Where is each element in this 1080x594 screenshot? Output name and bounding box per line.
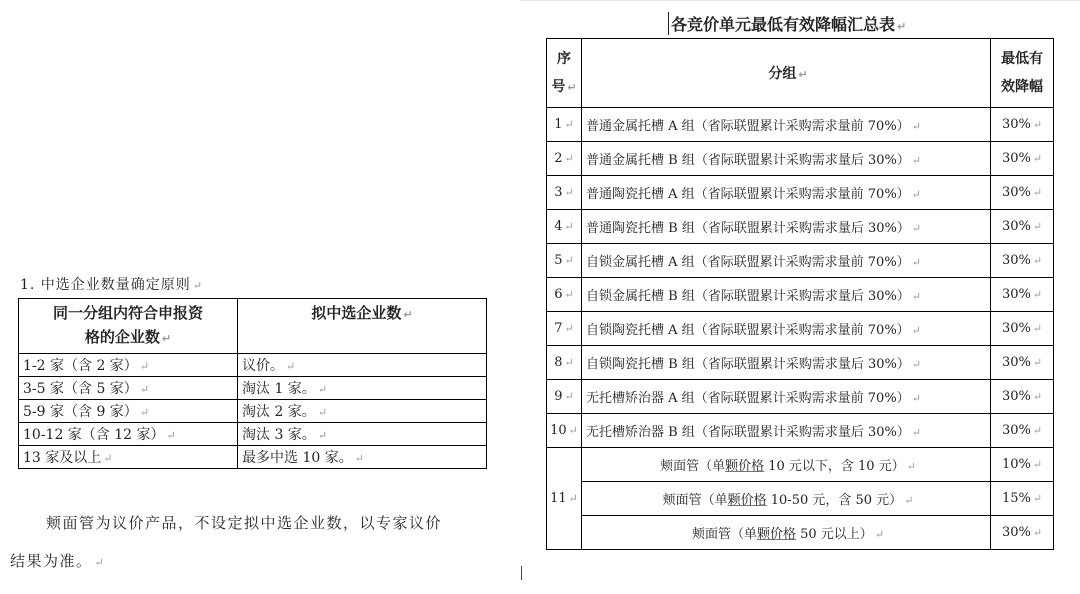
text-cursor <box>521 566 522 580</box>
table-header-row <box>19 299 487 354</box>
table-row-11b: 颊面管（单颗价格 10-50 元，含 50 元） ↵ 15% ↵ <box>547 482 1054 516</box>
header-group: 分组 ↵ <box>582 39 991 108</box>
underlined-text: 颗价格 <box>727 493 767 508</box>
table-row: 1 ↵ 普通金属托槽 A 组（省际联盟累计采购需求量前 70%） ↵ 30% ↵ <box>547 108 1054 142</box>
table-row: 10-12 家（含 12 家） ↵ 淘汰 3 家。 ↵ <box>19 423 487 446</box>
underlined-text: 颗价格 <box>725 459 765 474</box>
table-row: 3 ↵ 普通陶瓷托槽 A 组（省际联盟累计采购需求量前 70%） ↵ 30% ↵ <box>547 176 1054 210</box>
table-row: 1-2 家（含 2 家） ↵ 议价。 ↵ <box>19 354 487 377</box>
table-row: 9 ↵ 无托槽矫治器 A 组（省际联盟累计采购需求量前 70%） ↵ 30% ↵ <box>547 380 1054 414</box>
table-row: 5 ↵ 自锁金属托槽 A 组（省际联盟累计采购需求量前 70%） ↵ 30% ↵ <box>547 244 1054 278</box>
table-header-row <box>547 39 1054 108</box>
right-table-title: 各竞价单元最低有效降幅汇总表 ↵ <box>668 12 906 35</box>
table-row: 7 ↵ 自锁陶瓷托槽 A 组（省际联盟累计采购需求量前 70%） ↵ 30% ↵ <box>547 312 1054 346</box>
paragraph-mark-icon: ↵ <box>192 279 204 292</box>
header-seq: 序 号 ↵ <box>547 39 582 108</box>
underlined-text: 颗价格 <box>756 527 796 542</box>
table-row-11a: 11 ↵ 颊面管（单颗价格 10 元以下，含 10 元） ↵ 10% ↵ <box>547 448 1054 482</box>
table-row: 10 ↵ 无托槽矫治器 B 组（省际联盟累计采购需求量后 30%） ↵ 30% ↵ <box>547 414 1054 448</box>
left-section-heading: 1. 中选企业数量确定原则 ↵ <box>20 277 204 293</box>
document-edge-line <box>520 0 1080 1</box>
min-reduction-table <box>546 38 1054 550</box>
note-paragraph-line1: 颊面管为议价产品，不设定拟中选企业数，以专家议价 <box>46 514 443 532</box>
table-row: 5-9 家（含 9 家） ↵ 淘汰 2 家。 ↵ <box>19 400 487 423</box>
table-row: 13 家及以上 ↵ 最多中选 10 家。 ↵ <box>19 446 487 469</box>
row11-seq: 11 ↵ <box>547 448 582 550</box>
table-row: 6 ↵ 自锁金属托槽 B 组（省际联盟累计采购需求量后 30%） ↵ 30% ↵ <box>547 278 1054 312</box>
header-min-reduction: 最低有 效降幅 <box>991 39 1054 108</box>
table-row: 4 ↵ 普通陶瓷托槽 B 组（省际联盟累计采购需求量后 30%） ↵ 30% ↵ <box>547 210 1054 244</box>
header-selected-count: 拟中选企业数 ↵ <box>238 299 487 354</box>
table-row: 8 ↵ 自锁陶瓷托槽 B 组（省际联盟累计采购需求量后 30%） ↵ 30% ↵ <box>547 346 1054 380</box>
note-paragraph-line2: 结果为准。 ↵ <box>10 552 106 570</box>
selection-rules-table <box>18 298 487 469</box>
table-row: 2 ↵ 普通金属托槽 B 组（省际联盟累计采购需求量后 30%） ↵ 30% ↵ <box>547 142 1054 176</box>
table-row: 3-5 家（含 5 家） ↵ 淘汰 1 家。 ↵ <box>19 377 487 400</box>
table-row-11c: 颊面管（单颗价格 50 元以上） ↵ 30% ↵ <box>547 516 1054 550</box>
header-enterprise-count: 同一分组内符合申报资 格的企业数 ↵ <box>19 299 238 354</box>
